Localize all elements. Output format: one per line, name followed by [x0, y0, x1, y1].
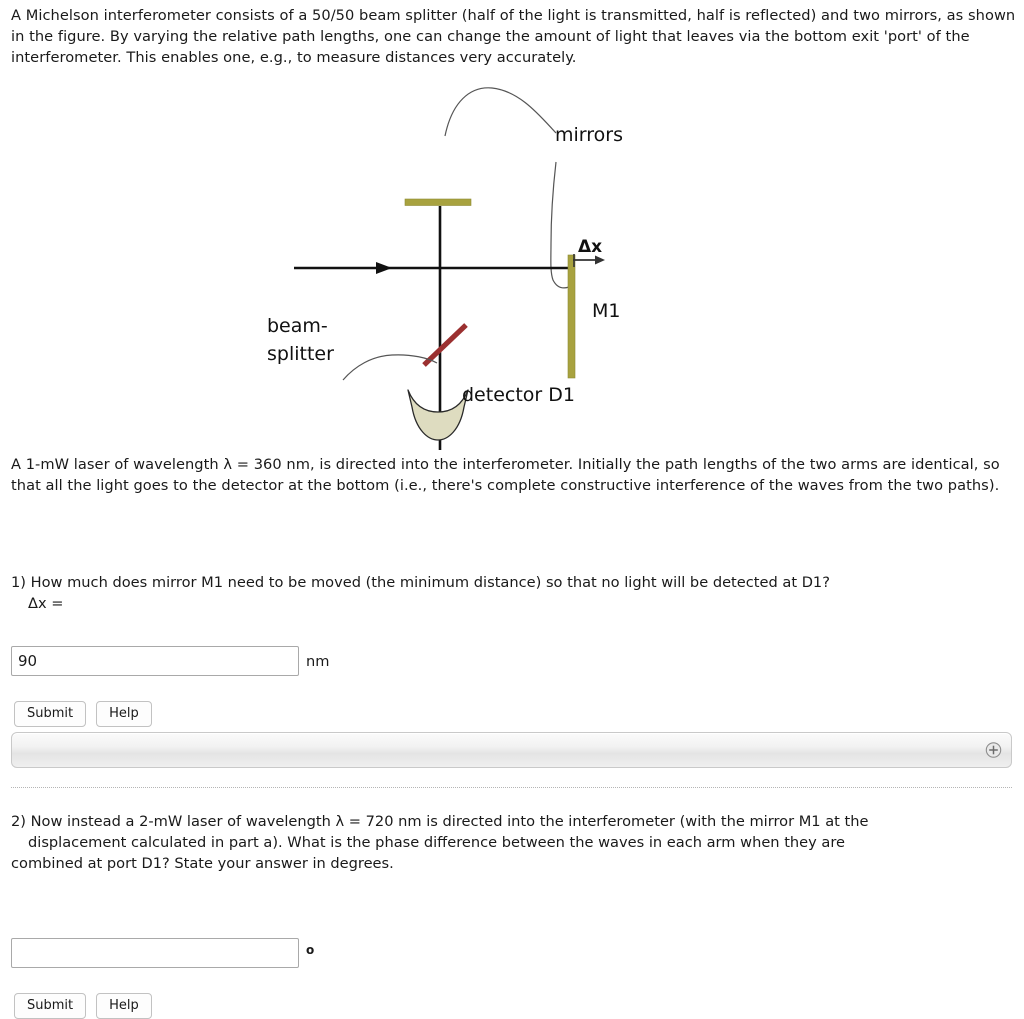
figure-label-beam-splitter-line1: beam-: [267, 315, 328, 337]
answer-2-row: [11, 938, 314, 968]
question-2-text-line3: combined at port D1? State your answer in degrees.: [11, 855, 394, 872]
help-button-2[interactable]: Help: [96, 993, 152, 1019]
section-divider: [11, 787, 1012, 789]
help-button-1[interactable]: Help: [96, 701, 152, 727]
question-1-button-row: [0, 701, 152, 727]
figure-label-m1: M1: [592, 300, 621, 322]
intro-paragraph: A Michelson interferometer consists of a 50/50 beam splitter (half of the light is transmitted, half is reflected) and two mirrors, as shown in the figure. By varying the relative path lengths, one can change the amount of light that leaves via the bottom exit 'port' of the interferometer. This enables one, e.g., to measure distances very accurately.: [11, 7, 1016, 66]
question-2-text-line1: 2) Now instead a 2-mW laser of wavelength λ = 720 nm is directed into the interferometer (with the mirror M1 at the: [11, 813, 869, 830]
top-mirror: [405, 199, 471, 206]
question-1-block: [0, 572, 1010, 614]
plus-circle-icon[interactable]: [985, 742, 1002, 759]
answer-2-unit: o: [306, 943, 315, 957]
answer-2-input[interactable]: [11, 938, 299, 968]
grade-status-bar[interactable]: [11, 732, 1012, 768]
submit-button-1[interactable]: Submit: [14, 701, 86, 727]
detector-bowl: [408, 390, 468, 440]
input-beam-arrowhead: [376, 262, 392, 274]
beam-splitter-leader-curve: [343, 355, 437, 380]
question-2-button-row: [0, 993, 152, 1019]
question-1-subtext: Δx =: [28, 595, 64, 612]
question-2-text-line2: displacement calculated in part a). What is the phase difference between the waves in each arm when they are: [28, 834, 846, 851]
figure-label-delta-x: Δx: [578, 237, 603, 257]
question-1-text: 1) How much does mirror M1 need to be moved (the minimum distance) so that no light will be detected at D1?: [11, 574, 830, 591]
question-2-block: [0, 811, 1010, 874]
mirrors-leader-curve-top: [445, 88, 556, 136]
answer-1-input[interactable]: [11, 646, 299, 676]
m1-mirror: [568, 255, 575, 378]
answer-1-row: [11, 646, 329, 676]
figure-label-detector: detector D1: [462, 384, 575, 406]
laser-paragraph: A 1-mW laser of wavelength λ = 360 nm, is directed into the interferometer. Initially the path lengths of the two arms are identical, so that all the light goes to the detector at the bottom (i.e., there's complete constructive interference of the waves from the two paths).: [11, 456, 1000, 494]
submit-button-2[interactable]: Submit: [14, 993, 86, 1019]
answer-1-unit: nm: [306, 652, 330, 670]
figure-label-mirrors: mirrors: [555, 124, 623, 146]
interferometer-figure: [0, 78, 1024, 450]
beam-splitter: [424, 325, 466, 365]
figure-label-beam-splitter-line2: splitter: [267, 343, 334, 365]
